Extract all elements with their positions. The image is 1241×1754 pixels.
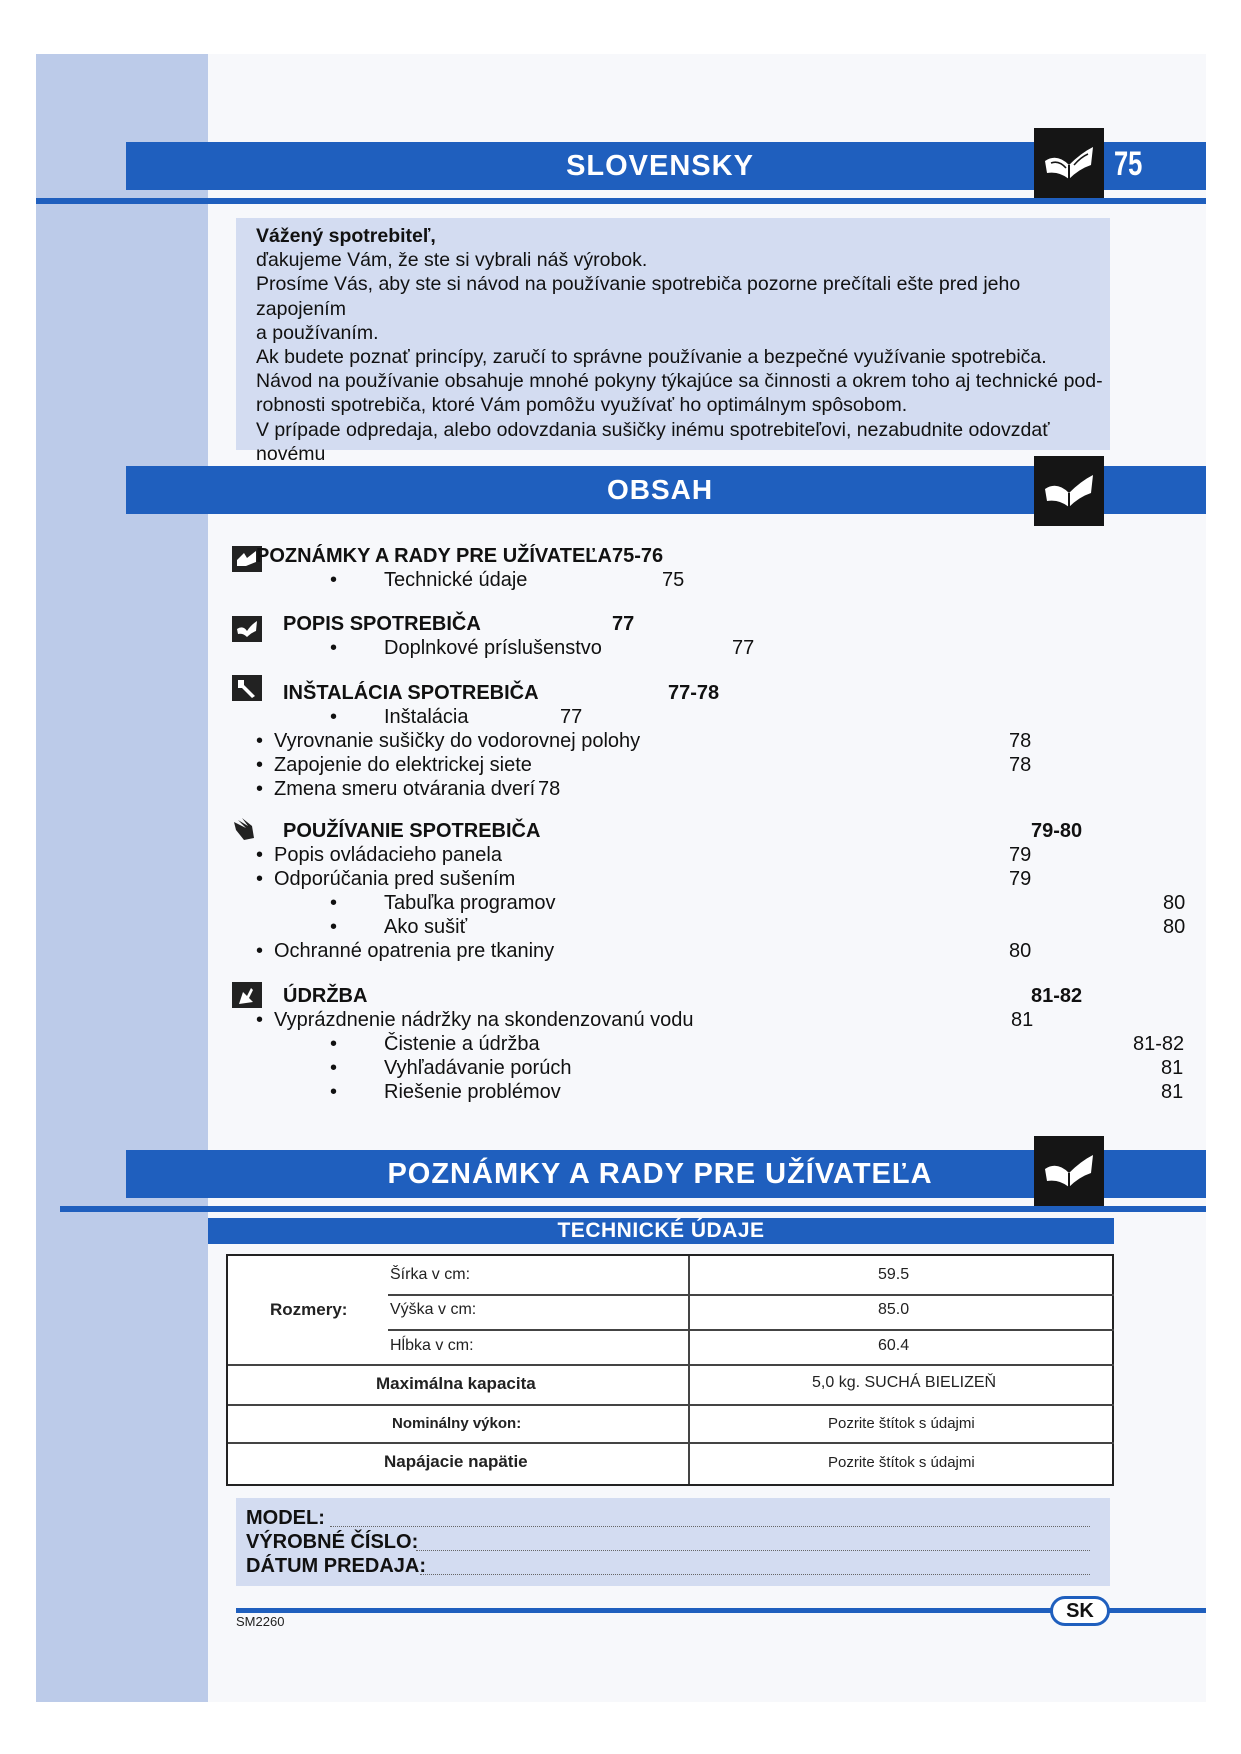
spec-value: Pozrite štítok s údajmi: [828, 1454, 975, 1471]
intro-line: V prípade odpredaja, alebo odovzdania sušičky inému spotrebiteľovi, nezabudnite odovzdať novému: [256, 418, 1050, 465]
toc-bullet-icon: •: [256, 868, 264, 890]
document-code: SM2260: [236, 1614, 285, 1629]
toc-bullet-icon: •: [330, 637, 338, 659]
technical-data-title: TECHNICKÉ ÚDAJE: [557, 1219, 765, 1242]
toc-item: Technické údaje: [384, 569, 528, 591]
toc-item: Riešenie problémov: [384, 1081, 561, 1103]
intro-line: Návod na používanie obsahuje mnohé pokyny týkajúce sa činnosti a okrem toho aj technické pod-: [256, 370, 1103, 393]
open-book-icon: [1041, 1151, 1097, 1191]
intro-line: Ak budete poznať princípy, zaručí to správne používanie a bezpečné využívanie spotrebiča.: [256, 346, 1047, 369]
toc-bullet-icon: •: [256, 940, 264, 962]
toc-section-title: INŠTALÁCIA SPOTREBIČA: [283, 682, 539, 704]
side-strip: [36, 54, 208, 1702]
toc-item: Zapojenie do elektrickej siete: [274, 754, 532, 776]
toc-item-page: 79: [1009, 844, 1032, 866]
intro-line: Prosíme Vás, aby ste si návod na používanie spotrebiča pozorne prečítali ešte pred jeho zapojením: [256, 273, 1021, 320]
toc-section-pages: 81-82: [1031, 985, 1083, 1007]
book-icon-box: [1034, 1136, 1104, 1206]
hand-icon: [232, 816, 262, 842]
toc-item-page: 78: [1009, 730, 1032, 752]
sale-date-field[interactable]: [420, 1574, 1090, 1575]
toc-bullet-icon: •: [256, 730, 264, 752]
toc-item-page: 81-82: [1133, 1033, 1185, 1055]
toc-item-page: 80: [1163, 916, 1186, 938]
toc-item: Čistenie a údržba: [384, 1033, 540, 1055]
toc-bullet-icon: •: [330, 916, 338, 938]
toc-bullet-icon: •: [330, 1033, 338, 1055]
toc-bullet-icon: •: [330, 892, 338, 914]
open-book-icon: [1041, 143, 1097, 183]
toc-section-title: POUŽÍVANIE SPOTREBIČA: [283, 820, 541, 842]
model-label: MODEL:: [246, 1507, 325, 1529]
table-rule: [228, 1404, 1114, 1406]
toc-section-pages: 77: [612, 613, 635, 635]
page-number: 75: [1114, 145, 1143, 183]
toc-item-page: 80: [1009, 940, 1032, 962]
spec-value: 85.0: [878, 1301, 910, 1318]
toc-bullet-icon: •: [330, 1057, 338, 1079]
toc-bullet-icon: •: [256, 754, 264, 776]
toc-section-pages: 75-76: [612, 545, 664, 567]
contents-title: OBSAH: [606, 474, 714, 505]
toc-bullet-icon: •: [256, 778, 264, 800]
toc-item: Doplnkové príslušenstvo: [384, 637, 602, 659]
spec-label: Maximálna kapacita: [376, 1374, 536, 1393]
toc-item: Ako sušiť: [384, 916, 468, 938]
open-book-icon: [1041, 471, 1097, 511]
intro-greeting: Vážený spotrebiteľ,: [256, 225, 436, 247]
toc-bullet-icon: •: [256, 1009, 264, 1031]
toc-item-page: 81: [1011, 1009, 1034, 1031]
spec-label: Hĺbka v cm:: [390, 1337, 474, 1354]
toc-item-page: 81: [1161, 1057, 1184, 1079]
table-rule: [228, 1364, 1114, 1366]
toc-item: Inštalácia: [384, 706, 469, 728]
toc-section-title: POPIS SPOTREBIČA: [283, 613, 481, 635]
spec-label: Šírka v cm:: [390, 1266, 471, 1283]
toc-item-page: 75: [662, 569, 685, 591]
serial-label: VÝROBNÉ ČÍSLO:: [246, 1531, 419, 1553]
intro-line: a používaním.: [256, 321, 379, 344]
table-rule: [228, 1442, 1114, 1444]
toc-item-page: 81: [1161, 1081, 1184, 1103]
toc-item: Odporúčania pred sušením: [274, 868, 516, 890]
dimensions-label: Rozmery:: [270, 1300, 348, 1319]
spec-value: 5,0 kg. SUCHÁ BIELIZEŇ: [812, 1374, 997, 1391]
toc-bullet-icon: •: [330, 1081, 338, 1103]
book-icon-box: [1034, 128, 1104, 198]
sale-date-label: DÁTUM PREDAJA:: [246, 1555, 426, 1577]
intro-text: [256, 224, 1106, 490]
spec-value: Pozrite štítok s údajmi: [828, 1415, 975, 1432]
table-rule: [388, 1329, 1114, 1331]
spec-value: 60.4: [878, 1337, 910, 1354]
serial-field[interactable]: [416, 1550, 1090, 1551]
technical-data-banner: [208, 1218, 1114, 1244]
toc-item: Tabuľka programov: [384, 892, 556, 914]
table-divider: [688, 1256, 690, 1484]
toc-item: Popis ovládacieho panela: [274, 844, 502, 866]
toc-bullet-icon: •: [330, 569, 338, 591]
toc-item: Vyprázdnenie nádržky na skondenzovanú vodu: [274, 1009, 694, 1031]
wrench-icon: [232, 675, 262, 701]
toc-item-page: 77: [560, 706, 583, 728]
toc-item-page: 79: [1009, 868, 1032, 890]
toc-item: Vyhľadávanie porúch: [384, 1057, 572, 1079]
cleaning-icon: [232, 982, 262, 1008]
toc-item-page: 77: [732, 637, 755, 659]
spec-table: [226, 1254, 1114, 1486]
toc-section-pages: 77-78: [668, 682, 720, 704]
toc-item: Zmena smeru otvárania dverí: [274, 778, 536, 800]
notes-rule: [60, 1206, 1206, 1212]
notes-title: POZNÁMKY A RADY PRE UŽÍVATEĽA: [387, 1157, 933, 1190]
toc-item-page: 80: [1163, 892, 1186, 914]
spec-label: Výška v cm:: [390, 1301, 477, 1318]
spec-label: Napájacie napätie: [384, 1452, 528, 1471]
toc-item: Ochranné opatrenia pre tkaniny: [274, 940, 555, 962]
toc-item-page: 78: [538, 778, 561, 800]
toc-bullet-icon: •: [256, 844, 264, 866]
intro-line: robnosti spotrebiča, ktoré Vám pomôžu využívať ho optimálnym spôsobom.: [256, 394, 908, 417]
language-badge: SK: [1050, 1596, 1110, 1626]
toc-section-pages: 79-80: [1031, 820, 1083, 842]
header-rule: [36, 198, 1206, 204]
intro-line: ďakujeme Vám, že ste si vybrali náš výrobok.: [256, 249, 648, 272]
table-rule: [388, 1294, 1114, 1296]
toc-section-title: ÚDRŽBA: [283, 985, 368, 1007]
toc-bullet-icon: •: [330, 706, 338, 728]
book-icon: [232, 616, 262, 642]
language-title: SLOVENSKY: [566, 149, 754, 182]
spec-value: 59.5: [878, 1266, 910, 1283]
toc-item-page: 78: [1009, 754, 1032, 776]
toc-item: Vyrovnanie sušičky do vodorovnej polohy: [274, 730, 641, 752]
book-icon-box: [1034, 456, 1104, 526]
spec-label: Nominálny výkon:: [392, 1415, 522, 1432]
toc-section-title: POZNÁMKY A RADY PRE UŽÍVATEĽA: [256, 545, 612, 567]
model-field[interactable]: [330, 1526, 1090, 1527]
